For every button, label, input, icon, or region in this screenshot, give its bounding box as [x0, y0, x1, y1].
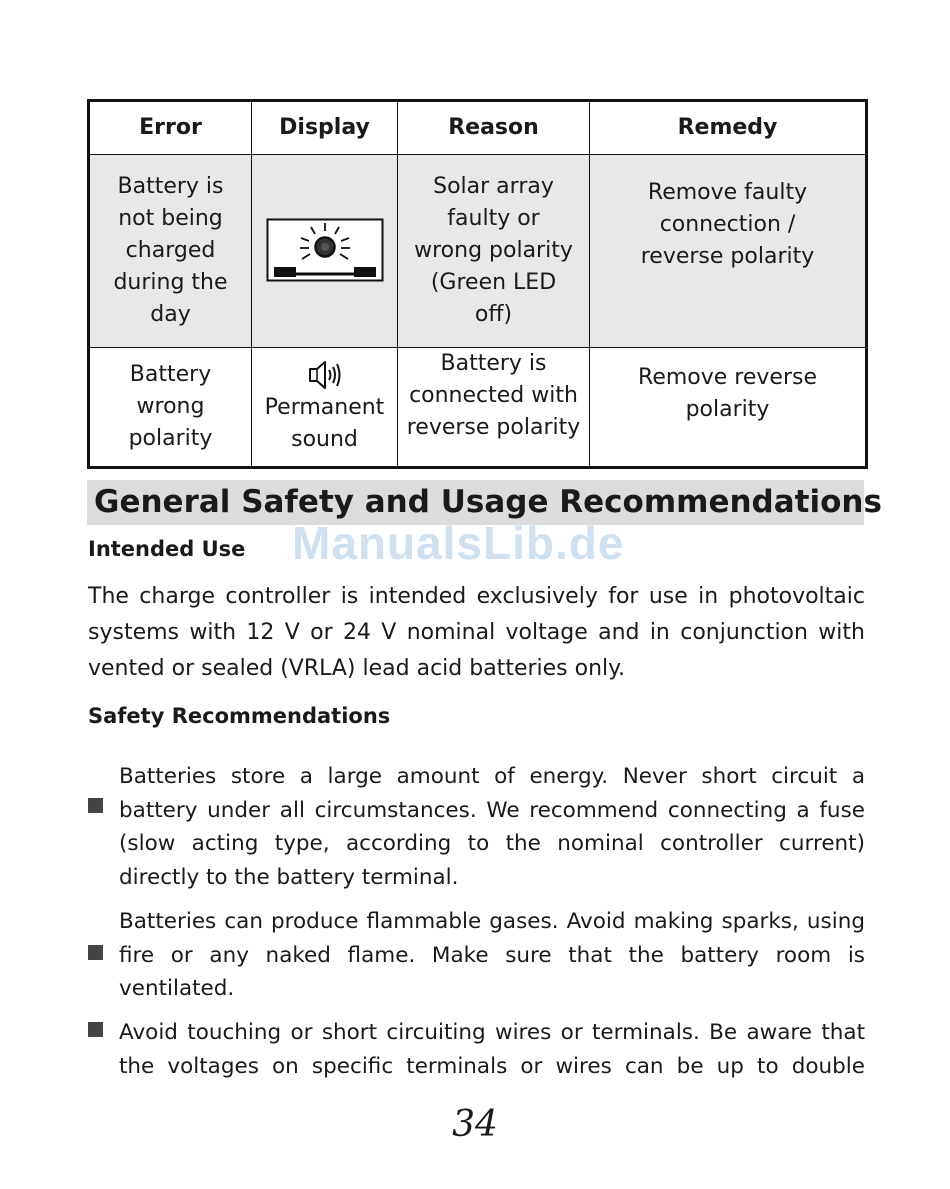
cell-line: reverse polarity [406, 415, 581, 440]
page-number: 34 [452, 1104, 498, 1145]
remedy-cell [590, 348, 867, 468]
cell-line: during the [113, 270, 228, 295]
speaker-icon [306, 358, 344, 392]
section-title: General Safety and Usage Recommendations [94, 484, 882, 520]
header-display: Display [252, 101, 398, 155]
cell-line: Battery is [117, 174, 224, 199]
error-table [87, 99, 868, 469]
cell-line: charged [125, 238, 216, 263]
bullet-square-icon [88, 798, 103, 813]
safety-item: Batteries store a large amount of energy. Never short circuit a battery under all circumstances. We recommend connecting a fuse (slow acting type, according to the nominal controller current) directly to the battery terminal. [119, 764, 865, 890]
table-row [89, 348, 867, 468]
cell-line: reverse polarity [640, 244, 815, 269]
cell-line: Battery is [440, 351, 547, 376]
cell-line: wrong polarity [414, 238, 573, 263]
display-cell [252, 155, 398, 348]
cell-line: day [150, 302, 191, 327]
remedy-cell [590, 155, 867, 348]
safety-item: Batteries can produce flammable gases. Avoid making sparks, using fire or any naked flame. Make sure that the battery room is ventilated. [119, 909, 865, 1001]
cell-line: (Green LED [430, 270, 557, 295]
cell-line: wrong [136, 394, 205, 419]
reason-cell [398, 155, 590, 348]
cell-line: Remove faulty [647, 180, 808, 205]
safety-item: Avoid touching or short circuiting wires or terminals. Be aware that the voltages on specific terminals or wires can be up to double [119, 1020, 865, 1079]
cell-line: sound [291, 427, 358, 452]
bullet-square-icon [88, 945, 103, 960]
cell-line: polarity [128, 426, 213, 451]
cell-line: not being [118, 206, 223, 231]
intended-use-text: The charge controller is intended exclusively for use in photovoltaic systems with 12 V or 24 V nominal voltage and in conjunction with vented or sealed (VRLA) lead acid batteries only. [88, 584, 865, 681]
watermark: ManualsLib.de [292, 517, 625, 569]
table-header-row [89, 101, 867, 155]
cell-line: connection / [659, 212, 796, 237]
cell-line: off) [474, 302, 513, 327]
cell-line: Battery [129, 362, 212, 387]
cell-line: connected with [409, 383, 578, 408]
header-remedy: Remedy [590, 101, 867, 155]
cell-line: polarity [685, 397, 770, 422]
lcd-sun-icon [266, 218, 384, 284]
error-cell [89, 348, 252, 468]
intended-use-heading: Intended Use [88, 537, 246, 561]
error-cell [89, 155, 252, 348]
cell-line: Permanent [264, 395, 385, 420]
table-row [89, 155, 867, 348]
bullet-square-icon [88, 1022, 103, 1037]
cell-line: faulty or [447, 206, 540, 231]
cell-line: Solar array [433, 174, 554, 199]
header-error: Error [89, 101, 252, 155]
cell-line: Remove reverse [638, 365, 817, 390]
reason-cell [398, 348, 590, 468]
display-cell [252, 348, 398, 468]
safety-heading: Safety Recommendations [88, 704, 391, 728]
header-reason: Reason [398, 101, 590, 155]
